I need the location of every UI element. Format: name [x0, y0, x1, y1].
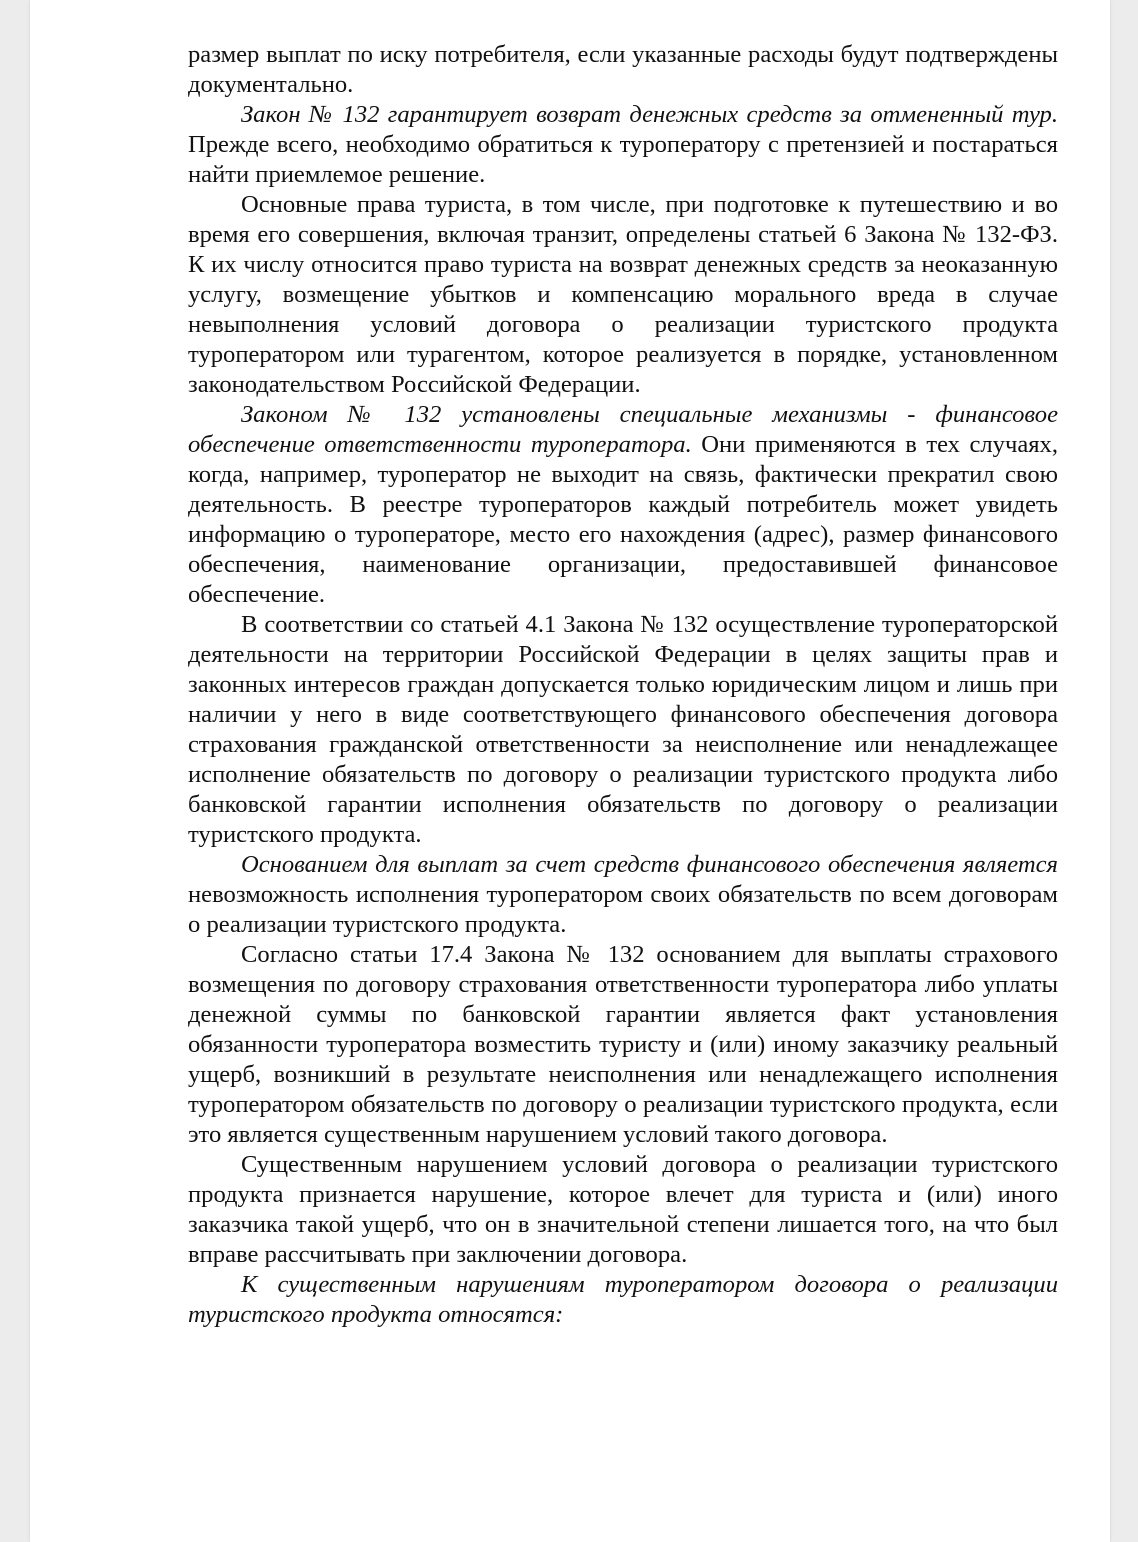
paragraph-text: Основные права туриста, в том числе, при подготовке к путешествию и во время его совершения, включая транзит, определены статьей 6 Закона № 132-ФЗ. К их числу относится право туриста на возврат денежных средств за неоказанную услугу, возмещение убытков и компенсацию морального вреда в случае невыполнения условий договора о реализации туристского продукта туроператором или турагентом, которое реализуется в порядке, установленном законодательством Российской Федерации.: [188, 191, 1058, 398]
paragraph: [188, 400, 1058, 610]
paragraph: [188, 940, 1058, 1150]
paragraph-text: Согласно статьи 17.4 Закона № 132 основанием для выплаты страхового возмещения по договору страхования ответственности туроператора либо уплаты денежной суммы по банковской гарантии является факт установления обязанности туроператора возместить туристу и (или) иному заказчику реальный ущерб, возникший в результате неисполнения или ненадлежащего исполнения туроператором обязательств по договору о реализации туристского продукта, если это является существенным нарушением условий такого договора.: [188, 941, 1058, 1148]
paragraph-text: В соответствии со статьей 4.1 Закона № 132 осуществление туроператорской деятельности на территории Российской Федерации в целях защиты прав и законных интересов граждан допускается только юридическим лицом и лишь при наличии у него в виде соответствующего финансового обеспечения договора страхования гражданской ответственности за неисполнение или ненадлежащее исполнение обязательств по договору о реализации туристского продукта либо банковской гарантии исполнения обязательств по договору о реализации туристского продукта.: [188, 611, 1058, 848]
paragraph: [188, 40, 1058, 100]
paragraph-italic-lead: Закон № 132 гарантирует возврат денежных средств за отмененный тур.: [241, 101, 1058, 128]
document-body: [188, 40, 1058, 1330]
paragraph: [188, 850, 1058, 940]
paragraph-italic-lead: Основанием для выплат за счет средств финансового обеспечения является: [241, 851, 1058, 878]
paragraph: [188, 1270, 1058, 1330]
paragraph-italic-lead: Законом № 132 установлены специальные механизмы - финансовое обеспечение ответственности туроператора.: [188, 401, 1058, 458]
paragraph-text: размер выплат по иску потребителя, если указанные расходы будут подтверждены документально.: [188, 41, 1058, 98]
paragraph-italic-lead: К существенным нарушениям туроператором договора о реализации туристского продукта относятся:: [188, 1271, 1058, 1328]
paragraph: [188, 190, 1058, 400]
paragraph: [188, 100, 1058, 190]
paragraph: [188, 610, 1058, 850]
paragraph-text: Прежде всего, необходимо обратиться к туроператору с претензией и постараться найти приемлемое решение.: [188, 131, 1058, 188]
paragraph-text: Существенным нарушением условий договора о реализации туристского продукта признается нарушение, которое влечет для туриста и (или) иного заказчика такой ущерб, что он в значительной степени лишается того, на что был вправе рассчитывать при заключении договора.: [188, 1151, 1058, 1268]
document-page: [30, 0, 1110, 1542]
paragraph-text: невозможность исполнения туроператором своих обязательств по всем договорам о реализации туристского продукта.: [188, 881, 1058, 938]
paragraph: [188, 1150, 1058, 1270]
paragraph-text: Они применяются в тех случаях, когда, например, туроператор не выходит на связь, фактически прекратил свою деятельность. В реестре туроператоров каждый потребитель может увидеть информацию о туроператоре, место его нахождения (адрес), размер финансового обеспечения, наименование организации, предоставившей финансовое обеспечение.: [188, 431, 1058, 608]
